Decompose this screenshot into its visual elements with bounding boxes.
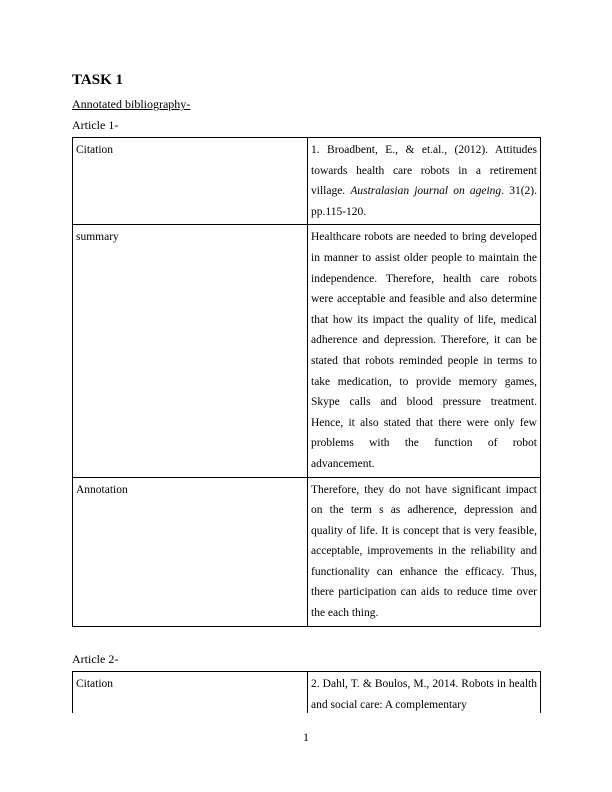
citation-label: Citation — [73, 672, 308, 714]
citation-value: 2. Dahl, T. & Boulos, M., 2014. Robots in health and social care: A complementary — [308, 672, 541, 714]
page-number: 1 — [303, 730, 309, 744]
citation-volume: . 31(2). pp.115-120. — [311, 185, 537, 218]
summary-label: summary — [73, 225, 308, 477]
table-row — [73, 672, 541, 714]
citation-value — [308, 138, 541, 225]
article-1-label: Article 1- — [72, 118, 119, 132]
article-2-table — [72, 671, 541, 713]
article-2-table-clip — [72, 671, 542, 713]
citation-text: 1. Broadbent, E., & et.al., (2012). Attitudes towards health care robots in a retirement village. — [311, 144, 537, 198]
table-row — [73, 477, 541, 626]
task-title: TASK 1 — [72, 72, 123, 88]
journal-title: Australasian journal on ageing — [350, 185, 502, 198]
table-row — [73, 225, 541, 477]
article-1-table — [72, 137, 541, 627]
annotation-value: Therefore, they do not have significant impact on the term s as adherence, depression and quality of life. It is concept that is very feasible, acceptable, improvements in the reliability and functionality can enhance the efficacy. Thus, there participation can aids to reduce time over the each thing. — [308, 477, 541, 626]
article-2-label: Article 2- — [72, 652, 119, 666]
annotation-label: Annotation — [73, 477, 308, 626]
table-row — [73, 138, 541, 225]
section-heading: Annotated bibliography- — [72, 97, 191, 111]
summary-value: Healthcare robots are needed to bring developed in manner to assist older people to maintain the independence. Therefore, health care robots were acceptable and feasible and also determine that how its impact the quality of life, medical adherence and depression. Therefore, it can be stated that robots reminded people in terms to take medication, to provide memory games, Skype calls and blood pressure treatment. Hence, it also stated that there were only few problems with the function of robot advancement. — [308, 225, 541, 477]
citation-label: Citation — [73, 138, 308, 225]
